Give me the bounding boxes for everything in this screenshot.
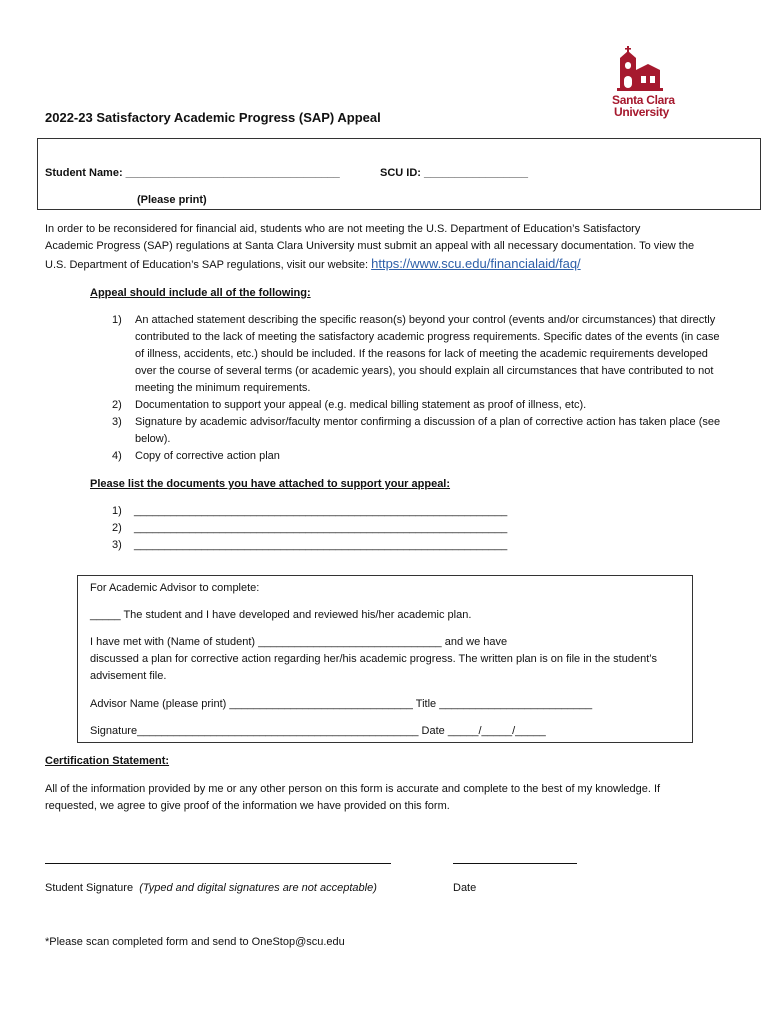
- advisor-met-line-2: discussed a plan for corrective action regarding her/his academic progress. The written plan is on file in the student’s: [90, 653, 658, 665]
- list-text: Documentation to support your appeal (e.g. medical billing statement as proof of illness, etc).: [135, 399, 587, 411]
- advisor-heading: For Academic Advisor to complete:: [90, 582, 260, 594]
- document-line-2[interactable]: [112, 520, 507, 537]
- intro-line-3-text: U.S. Department of Education’s SAP regulations, visit our website:: [45, 259, 369, 271]
- appeal-heading: Appeal should include all of the following:: [90, 287, 311, 299]
- advisor-name-field[interactable]: Advisor Name (please print) ______________________________ Title _________________________: [90, 698, 593, 710]
- intro-line-3: [45, 255, 735, 274]
- print-note: (Please print): [137, 194, 207, 206]
- list-number: 1): [112, 314, 122, 326]
- document-blank[interactable]: _____________________________________________________________: [134, 522, 508, 534]
- intro-line-1: In order to be reconsidered for financial aid, students who are not meeting the U.S. Department of Education’s Satisfactory: [45, 223, 641, 235]
- documents-heading: Please list the documents you have attached to support your appeal:: [90, 478, 451, 490]
- university-logo: [605, 44, 685, 124]
- advisor-met-line-3: advisement file.: [90, 670, 167, 682]
- advisor-met-line-1[interactable]: I have met with (Name of student) ______________________________ and we have: [90, 636, 508, 648]
- scu-id-field[interactable]: SCU ID: _________________: [380, 167, 529, 179]
- signature-label: Student Signature: [45, 882, 134, 894]
- logo-text-line2: University: [614, 105, 670, 119]
- list-item: [90, 414, 730, 448]
- intro-paragraph: [45, 221, 735, 274]
- mission-church-icon: [605, 44, 685, 94]
- list-text: Copy of corrective action plan: [135, 450, 280, 462]
- page-title: 2022-23 Satisfactory Academic Progress (SAP) Appeal: [45, 110, 381, 125]
- student-name-field[interactable]: Student Name: ___________________________________: [45, 167, 340, 179]
- list-number: 2): [112, 399, 122, 411]
- financial-aid-faq-link[interactable]: https://www.scu.edu/financialaid/faq/: [371, 256, 581, 271]
- certification-line-2: requested, we agree to give proof of the information we have provided on this form.: [45, 800, 450, 812]
- list-text: An attached statement describing the specific reason(s) beyond your control (events and/or circumstances) that directly contributed to the lack of meeting the satisfactory academic progress requirements. Specific dates of the events (in case of illness, accidents, etc.) should be included. If the reasons for lack of meeting the academic requirements developed over the course of several terms (or academic years), you should explain all circumstances that have contributed to not meeting the minimum requirements.: [135, 314, 720, 394]
- list-text: Signature by academic advisor/faculty mentor confirming a discussion of a plan of corrective action has taken place (see below).: [135, 416, 721, 445]
- advisor-signature-field[interactable]: Signature______________________________________________ Date _____/_____/_____: [90, 725, 546, 737]
- list-number: 3): [112, 416, 122, 428]
- requirements-list: [90, 312, 730, 465]
- list-item: [90, 397, 730, 414]
- footer-note: *Please scan completed form and send to OneStop@scu.edu: [45, 936, 345, 948]
- student-signature-label: [45, 880, 377, 897]
- certification-heading: Certification Statement:: [45, 755, 170, 767]
- date-label: Date: [453, 882, 477, 894]
- signature-note: (Typed and digital signatures are not acceptable): [139, 882, 377, 894]
- list-number: 4): [112, 450, 122, 462]
- intro-line-2: Academic Progress (SAP) regulations at Santa Clara University must submit an appeal with all necessary documentation. To view the: [45, 240, 695, 252]
- student-signature-line[interactable]: [45, 863, 391, 864]
- document-line-1[interactable]: [112, 503, 507, 520]
- document-blank[interactable]: _____________________________________________________________: [134, 505, 508, 517]
- list-number: 1): [112, 505, 122, 517]
- list-number: 2): [112, 522, 122, 534]
- advisor-plan-line[interactable]: _____ The student and I have developed and reviewed his/her academic plan.: [90, 609, 472, 621]
- document-blank[interactable]: _____________________________________________________________: [134, 539, 508, 551]
- certification-line-1: All of the information provided by me or any other person on this form is accurate and complete to the best of my knowledge. If: [45, 783, 661, 795]
- document-line-3[interactable]: [112, 537, 507, 554]
- list-item: [90, 312, 730, 397]
- list-item: [90, 448, 730, 465]
- date-line[interactable]: [453, 863, 577, 864]
- logo-text-line1: Santa Clara: [612, 93, 675, 107]
- list-number: 3): [112, 539, 122, 551]
